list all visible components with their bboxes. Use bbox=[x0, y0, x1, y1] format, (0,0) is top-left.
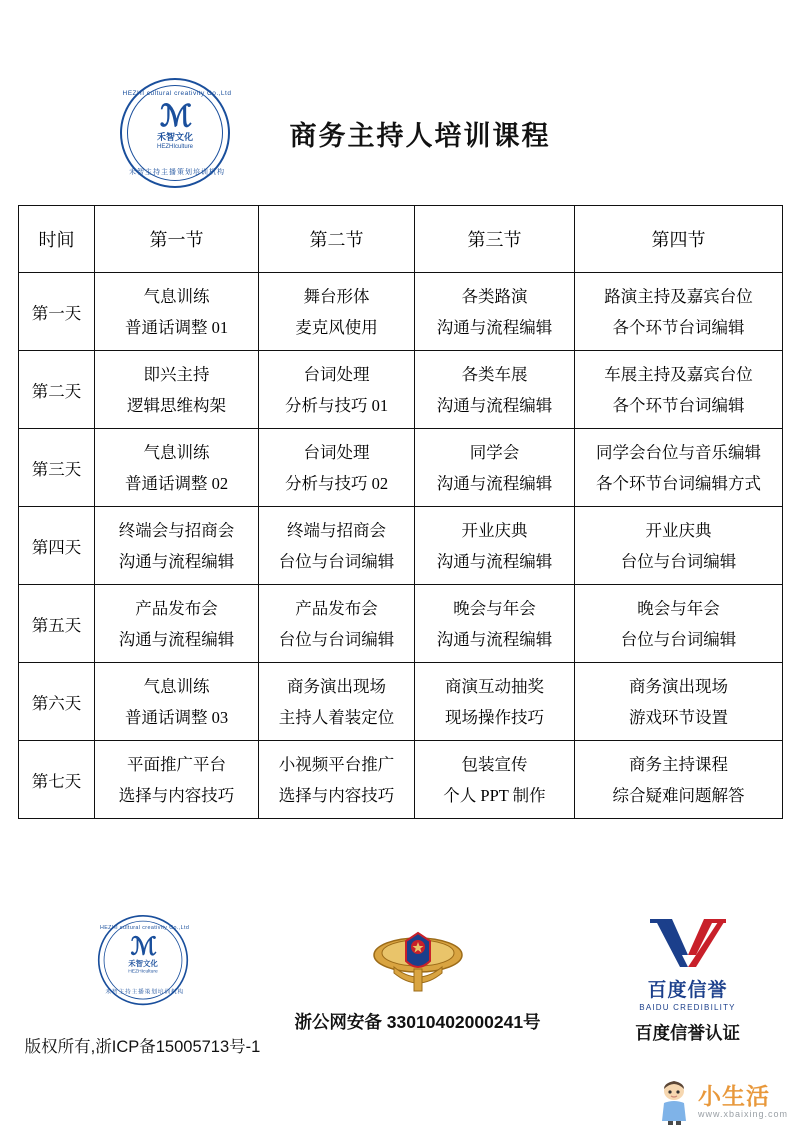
session-cell-line: 小视频平台推广 bbox=[278, 754, 395, 774]
session-cell bbox=[575, 429, 783, 507]
session-cell bbox=[415, 507, 575, 585]
session-cell-line: 开业庆典 bbox=[645, 520, 712, 540]
table-row bbox=[19, 507, 783, 585]
table-row bbox=[19, 429, 783, 507]
session-cell-line: 同学会台位与音乐编辑 bbox=[596, 442, 761, 462]
session-cell bbox=[575, 507, 783, 585]
column-header-session-2: 第二节 bbox=[259, 206, 415, 273]
session-cell-line: 商务演出现场 bbox=[629, 676, 728, 696]
session-cell bbox=[415, 351, 575, 429]
schedule-table bbox=[18, 205, 783, 819]
seal-arc-top-text: HEZHI cultural creativity Co.,Ltd bbox=[99, 924, 189, 931]
baidu-logo-subtext: BAIDU CREDIBILITY bbox=[639, 1003, 736, 1012]
footer-seal-wrap bbox=[10, 915, 275, 1025]
session-cell-line: 开业庆典 bbox=[461, 520, 528, 540]
session-cell-line: 沟通与流程编辑 bbox=[436, 473, 553, 493]
seal-inner bbox=[117, 935, 168, 986]
session-cell-line: 各个环节台词编辑 bbox=[612, 395, 745, 415]
session-cell-line: 商演互动抽奖 bbox=[445, 676, 544, 696]
session-cell-line: 逻辑思维构架 bbox=[127, 395, 226, 415]
row-time-cell: 第六天 bbox=[19, 663, 95, 741]
session-cell bbox=[415, 429, 575, 507]
session-cell-line: 沟通与流程编辑 bbox=[436, 395, 553, 415]
session-cell bbox=[575, 585, 783, 663]
seal-en-name: HEZHIculture bbox=[156, 144, 193, 150]
session-cell-line: 综合疑难问题解答 bbox=[612, 785, 745, 805]
footer-badge-baidu bbox=[580, 915, 795, 1045]
session-cell bbox=[575, 351, 783, 429]
session-cell-line: 沟通与流程编辑 bbox=[436, 317, 553, 337]
table-row bbox=[19, 273, 783, 351]
china-police-emblem-icon bbox=[370, 919, 466, 1001]
session-cell bbox=[415, 585, 575, 663]
session-cell-line: 各个环节台词编辑方式 bbox=[596, 473, 761, 493]
seal-monogram: ℳ bbox=[130, 933, 155, 961]
session-cell-line: 个人 PPT 制作 bbox=[443, 785, 546, 805]
session-cell bbox=[95, 741, 259, 819]
session-cell-line: 各个环节台词编辑 bbox=[612, 317, 745, 337]
baidu-credibility-caption: 百度信誉认证 bbox=[635, 1023, 740, 1043]
session-cell bbox=[259, 429, 415, 507]
hezhi-culture-seal-icon bbox=[97, 915, 187, 1005]
session-cell-line: 麦克风使用 bbox=[295, 317, 378, 337]
column-header-session-4: 第四节 bbox=[575, 206, 783, 273]
row-time-cell: 第四天 bbox=[19, 507, 95, 585]
row-time-cell: 第五天 bbox=[19, 585, 95, 663]
table-row bbox=[19, 663, 783, 741]
table-row bbox=[19, 585, 783, 663]
session-cell-line: 同学会 bbox=[469, 442, 520, 462]
session-cell-line: 各类车展 bbox=[461, 364, 528, 384]
session-cell-line: 晚会与年会 bbox=[453, 598, 536, 618]
session-cell-line: 商务演出现场 bbox=[287, 676, 386, 696]
session-cell bbox=[415, 663, 575, 741]
session-cell-line: 选择与内容技巧 bbox=[118, 785, 235, 805]
session-cell bbox=[259, 663, 415, 741]
table-header-row bbox=[19, 206, 783, 273]
session-cell-line: 即兴主持 bbox=[143, 364, 210, 384]
schedule-table-body bbox=[19, 273, 783, 819]
table-row bbox=[19, 741, 783, 819]
session-cell-line: 游戏环节设置 bbox=[629, 707, 728, 727]
seal-arc-bottom-text: 禾智主持主播策划培训机构 bbox=[129, 169, 225, 176]
seal-en-name: HEZHIculture bbox=[127, 969, 158, 975]
baidu-credibility-v-logo-icon bbox=[628, 915, 748, 977]
session-cell-line: 气息训练 bbox=[143, 676, 210, 696]
session-cell-line: 晚会与年会 bbox=[637, 598, 720, 618]
page-title: 商务主持人培训课程 bbox=[289, 120, 551, 151]
site-watermark bbox=[656, 1073, 788, 1131]
hezhi-culture-seal-icon bbox=[120, 78, 230, 188]
session-cell-line: 选择与内容技巧 bbox=[278, 785, 395, 805]
session-cell-line: 主持人着装定位 bbox=[278, 707, 395, 727]
session-cell-line: 台位与台词编辑 bbox=[620, 551, 737, 571]
session-cell bbox=[415, 273, 575, 351]
session-cell bbox=[95, 429, 259, 507]
session-cell bbox=[575, 741, 783, 819]
session-cell-line: 路演主持及嘉宾台位 bbox=[604, 286, 753, 306]
session-cell bbox=[259, 741, 415, 819]
session-cell-line: 台词处理 bbox=[303, 442, 370, 462]
session-cell-line: 普通话调整 03 bbox=[124, 707, 229, 727]
document-header bbox=[0, 78, 800, 188]
session-cell-line: 普通话调整 02 bbox=[124, 473, 229, 493]
session-cell bbox=[415, 741, 575, 819]
session-cell-line: 终端与招商会 bbox=[287, 520, 386, 540]
session-cell-line: 平面推广平台 bbox=[127, 754, 226, 774]
session-cell-line: 气息训练 bbox=[143, 286, 210, 306]
session-cell bbox=[259, 273, 415, 351]
column-header-session-3: 第三节 bbox=[415, 206, 575, 273]
session-cell-line: 终端会与招商会 bbox=[118, 520, 235, 540]
footer-badge-police bbox=[290, 915, 545, 1034]
session-cell-line: 现场操作技巧 bbox=[445, 707, 544, 727]
session-cell bbox=[575, 273, 783, 351]
seal-cn-name: 禾智文化 bbox=[156, 132, 193, 142]
session-cell-line: 分析与技巧 02 bbox=[284, 473, 389, 493]
mascot-icon bbox=[656, 1079, 692, 1125]
table-row bbox=[19, 351, 783, 429]
session-cell-line: 包装宣传 bbox=[461, 754, 528, 774]
schedule-table-wrapper bbox=[18, 205, 782, 819]
watermark-url: www.xbaixing.com bbox=[697, 1108, 788, 1119]
session-cell bbox=[95, 351, 259, 429]
seal-arc-bottom-text: 禾智主持主播策划培训机构 bbox=[104, 989, 184, 996]
session-cell-line: 气息训练 bbox=[143, 442, 210, 462]
session-cell-line: 台词处理 bbox=[303, 364, 370, 384]
column-header-session-1: 第一节 bbox=[95, 206, 259, 273]
baidu-logo-text: 百度信誉 bbox=[647, 980, 728, 1001]
session-cell-line: 分析与技巧 01 bbox=[284, 395, 389, 415]
session-cell bbox=[259, 351, 415, 429]
footer-badge-icp bbox=[10, 915, 275, 1057]
session-cell-line: 产品发布会 bbox=[295, 598, 378, 618]
document-footer bbox=[0, 915, 800, 1075]
session-cell-line: 沟通与流程编辑 bbox=[118, 551, 235, 571]
session-cell-line: 台位与台词编辑 bbox=[278, 629, 395, 649]
session-cell bbox=[95, 507, 259, 585]
session-cell-line: 沟通与流程编辑 bbox=[436, 629, 553, 649]
row-time-cell: 第二天 bbox=[19, 351, 95, 429]
row-time-cell: 第一天 bbox=[19, 273, 95, 351]
session-cell bbox=[259, 585, 415, 663]
session-cell-line: 普通话调整 01 bbox=[124, 317, 229, 337]
header-logo bbox=[120, 78, 230, 188]
watermark-texts bbox=[698, 1084, 788, 1119]
session-cell bbox=[575, 663, 783, 741]
row-time-cell: 第七天 bbox=[19, 741, 95, 819]
seal-cn-name: 禾智文化 bbox=[127, 959, 158, 968]
seal-inner bbox=[144, 102, 206, 164]
session-cell-line: 产品发布会 bbox=[135, 598, 218, 618]
session-cell bbox=[95, 585, 259, 663]
session-cell-line: 商务主持课程 bbox=[629, 754, 728, 774]
seal-monogram: ℳ bbox=[159, 100, 191, 133]
session-cell bbox=[95, 273, 259, 351]
row-time-cell: 第三天 bbox=[19, 429, 95, 507]
session-cell-line: 沟通与流程编辑 bbox=[436, 551, 553, 571]
session-cell-line: 沟通与流程编辑 bbox=[118, 629, 235, 649]
icp-caption: 版权所有,浙ICP备15005713号-1 bbox=[24, 1038, 261, 1056]
session-cell-line: 车展主持及嘉宾台位 bbox=[604, 364, 753, 384]
seal-arc-top-text: HEZHI cultural creativity Co.,Ltd bbox=[122, 90, 232, 97]
police-record-caption: 浙公网安备 33010402000241号 bbox=[294, 1012, 541, 1032]
session-cell-line: 台位与台词编辑 bbox=[278, 551, 395, 571]
session-cell-line: 台位与台词编辑 bbox=[620, 629, 737, 649]
session-cell bbox=[259, 507, 415, 585]
column-header-time: 时间 bbox=[19, 206, 95, 273]
session-cell-line: 舞台形体 bbox=[303, 286, 370, 306]
session-cell bbox=[95, 663, 259, 741]
session-cell-line: 各类路演 bbox=[461, 286, 528, 306]
watermark-title: 小生活 bbox=[697, 1083, 770, 1110]
